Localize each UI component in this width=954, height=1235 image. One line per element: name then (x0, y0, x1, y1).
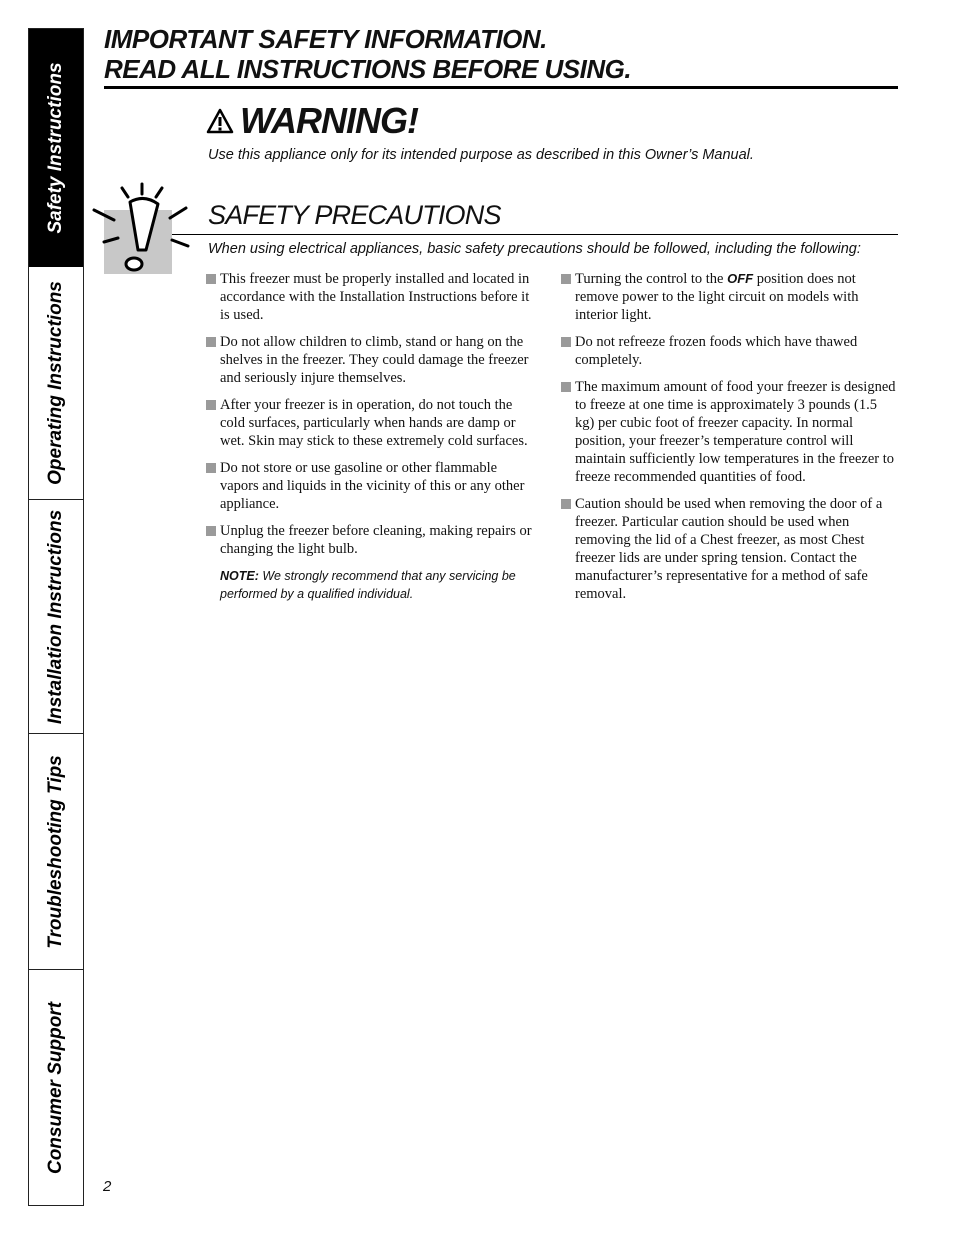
side-tab-strip (28, 28, 84, 1206)
bullet-square-icon (561, 337, 571, 347)
warning-text: Use this appliance only for its intended purpose as described in this Owner’s Manual. (208, 147, 754, 163)
list-item-text: This freezer must be properly installed and located in accordance with the Installation Instructions before it is used. (220, 271, 530, 323)
tab-consumer-support[interactable] (28, 970, 84, 1206)
list-item-text: Do not refreeze frozen foods which have thawed completely. (575, 334, 858, 368)
tab-label: Troubleshooting Tips (45, 754, 66, 949)
list-item (561, 333, 897, 369)
right-column (561, 270, 897, 612)
warning-title: WARNING! (240, 100, 418, 141)
list-item (561, 378, 897, 486)
list-item-text-pre: Turning the control to the (575, 271, 724, 287)
list-item-text: Unplug the freezer before cleaning, making repairs or changing the light bulb. (220, 523, 532, 557)
note-label: NOTE: (220, 569, 259, 583)
warning-triangle-icon (206, 107, 234, 135)
list-item-text: Caution should be used when removing the door of a freezer. Particular caution should be used when removing the lid of a Chest freezer, as most Chest freezer lids are under spring tension. Contact the manufacturer’s representative for a method of safe removal. (575, 496, 883, 602)
list-item-text: After your freezer is in operation, do not touch the cold surfaces, particularly when hands are damp or wet. Skin may stick to these extremely cold surfaces. (220, 397, 528, 449)
bullet-square-icon (206, 526, 216, 536)
off-position-label: OFF (727, 271, 754, 286)
safety-precautions-intro: When using electrical appliances, basic safety precautions should be followed, including the following: (208, 241, 861, 257)
tab-label: Installation Instructions (45, 509, 66, 724)
bullet-square-icon (561, 274, 571, 284)
bullet-square-icon (561, 382, 571, 392)
list-item (206, 396, 536, 450)
bullet-square-icon (561, 499, 571, 509)
list-item (561, 495, 897, 603)
header-line-1: IMPORTANT SAFETY INFORMATION. (104, 24, 547, 54)
bullet-square-icon (206, 274, 216, 284)
safety-precautions-title: SAFETY PRECAUTIONS (208, 200, 501, 230)
list-item (206, 270, 536, 324)
exclamation-graphic-icon (92, 182, 192, 278)
tab-label: Consumer Support (45, 1001, 66, 1174)
warning-heading (206, 100, 418, 142)
bullet-square-icon (206, 337, 216, 347)
header-line-2: READ ALL INSTRUCTIONS BEFORE USING. (104, 54, 632, 84)
list-item-text-post: position does not remove power to the light circuit on models with interior light. (575, 271, 859, 323)
tab-safety-instructions[interactable] (28, 28, 84, 268)
list-item-text: The maximum amount of food your freezer is designed to freeze at one time is approximately 3 pounds (1.5 kg) per cubic foot of freezer capacity. In normal position, your freezer’s temperature control will maintain sufficiently low temperatures in the freezer to freeze recommended quantities of food. (575, 379, 896, 485)
list-item-text: Do not store or use gasoline or other flammable vapors and liquids in the vicinity of this or any other appliance. (220, 460, 525, 512)
header-divider (104, 86, 898, 89)
safety-precautions-divider (172, 234, 898, 235)
tab-troubleshooting-tips[interactable] (28, 734, 84, 970)
tab-label: Operating Instructions (45, 281, 66, 485)
list-item (561, 270, 897, 324)
list-item-text: Do not allow children to climb, stand or hang on the shelves in the freezer. They could damage the freezer and seriously injure themselves. (220, 334, 529, 386)
tab-operating-instructions[interactable] (28, 267, 84, 500)
list-item (206, 459, 536, 513)
tab-installation-instructions[interactable] (28, 500, 84, 734)
list-item (206, 333, 536, 387)
note-text: We strongly recommend that any servicing be performed by a qualified individual. (220, 569, 516, 601)
tab-label: Safety Instructions (45, 62, 66, 234)
list-item (206, 522, 536, 558)
servicing-note (206, 567, 536, 603)
bullet-square-icon (206, 463, 216, 473)
bullet-square-icon (206, 400, 216, 410)
left-column (206, 270, 536, 603)
page-number: 2 (103, 1178, 112, 1195)
page-header (104, 24, 898, 84)
